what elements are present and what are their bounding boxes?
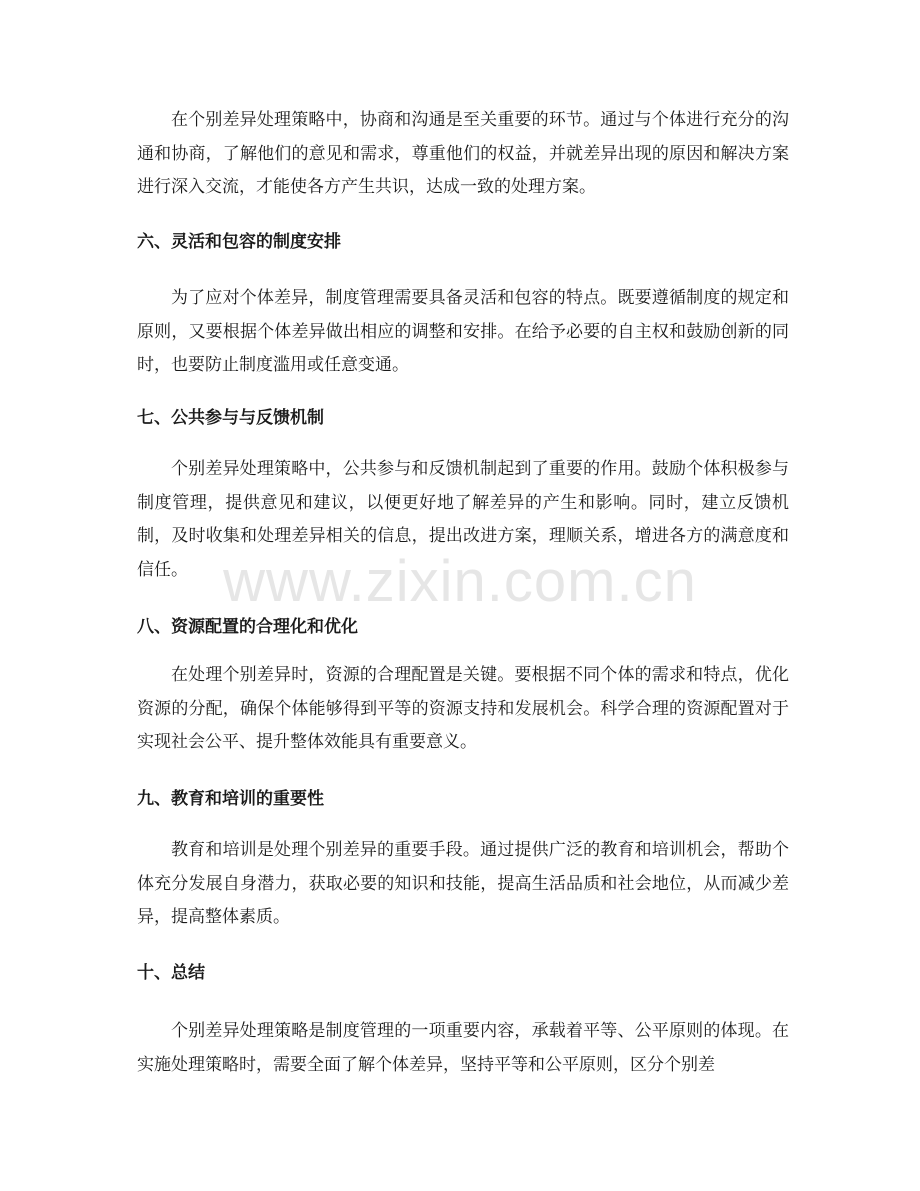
heading-flexible-system: 六、灵活和包容的制度安排 xyxy=(137,232,341,252)
paragraph-negotiation: 在个别差异处理策略中，协商和沟通是至关重要的环节。通过与个体进行充分的沟通和协商，了解他们的意见和需求，尊重他们的权益，并就差异出现的原因和解决方案进行深入交流，才能使各方产生共识，达成一致的处理方案。 xyxy=(137,110,789,197)
paragraph-public-participation: 个别差异处理策略中，公共参与和反馈机制起到了重要的作用。鼓励个体积极参与制度管理，提供意见和建议，以便更好地了解差异的产生和影响。同时，建立反馈机制，及时收集和处理差异相关的信息，提出改进方案，理顺关系，增进各方的满意度和信任。 xyxy=(137,459,789,580)
heading-summary: 十、总结 xyxy=(137,963,205,983)
paragraph-flexible-system: 为了应对个体差异，制度管理需要具备灵活和包容的特点。既要遵循制度的规定和原则，又要根据个体差异做出相应的调整和安排。在给予必要的自主权和鼓励创新的同时，也要防止制度滥用或任意变通。 xyxy=(137,288,789,375)
paragraph-summary: 个别差异处理策略是制度管理的一项重要内容，承载着平等、公平原则的体现。在实施处理策略时，需要全面了解个体差异，坚持平等和公平原则，区分个别差 xyxy=(137,1021,789,1075)
heading-public-participation: 七、公共参与与反馈机制 xyxy=(137,408,324,428)
watermark: www.zixin.com.cn xyxy=(223,549,697,614)
paragraph-resource-allocation: 在处理个别差异时，资源的合理配置是关键。要根据不同个体的需求和特点，优化资源的分配，确保个体能够得到平等的资源支持和发展机会。科学合理的资源配置对于实现社会公平、提升整体效能具有重要意义。 xyxy=(137,665,789,752)
heading-resource-allocation: 八、资源配置的合理化和优化 xyxy=(137,617,358,637)
heading-education-training: 九、教育和培训的重要性 xyxy=(137,789,324,809)
paragraph-education-training: 教育和培训是处理个别差异的重要手段。通过提供广泛的教育和培训机会，帮助个体充分发展自身潜力，获取必要的知识和技能，提高生活品质和社会地位，从而减少差异，提高整体素质。 xyxy=(137,840,789,927)
